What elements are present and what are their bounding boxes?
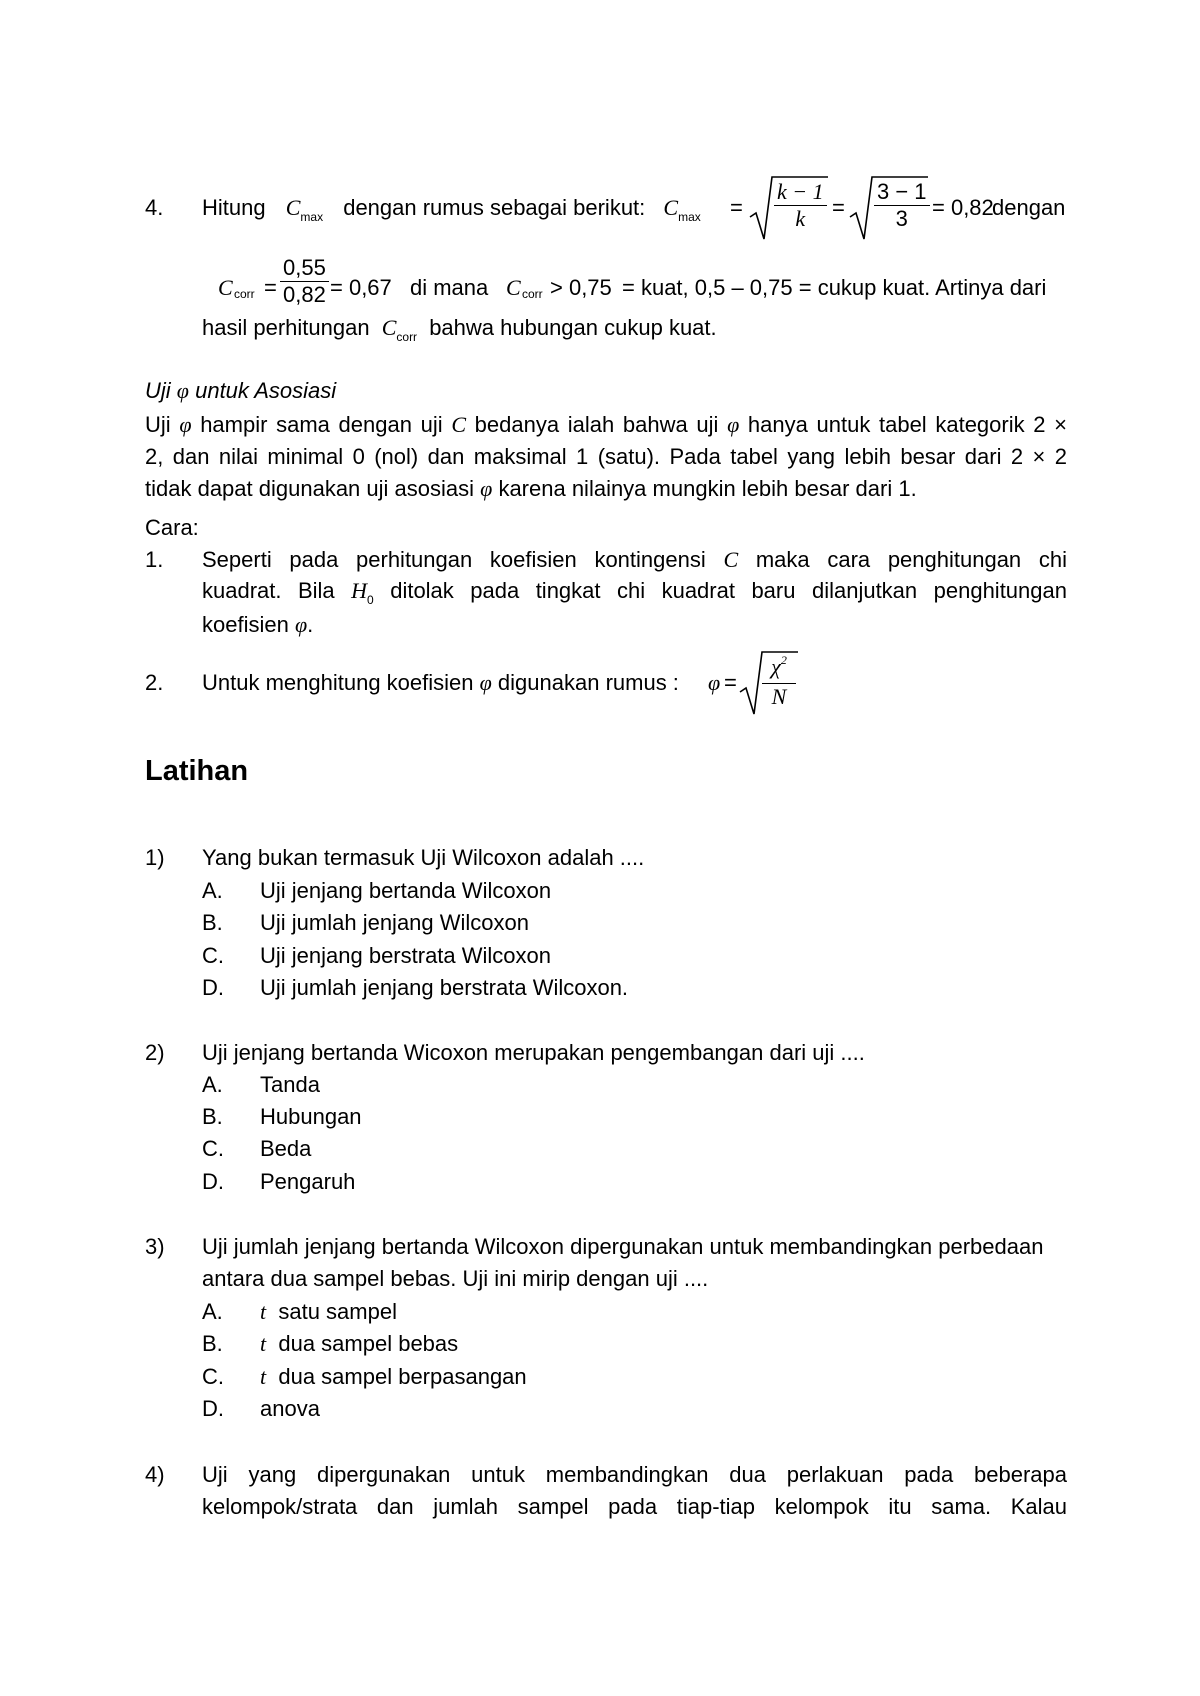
- option-label: D.: [202, 1169, 224, 1194]
- question-text: kelompok/strata dan jumlah sampel pada tiap-tiap kelompok itu sama. Kalau: [202, 1494, 1067, 1519]
- section-heading: Latihan: [145, 755, 249, 787]
- section-title: Uji φ untuk Asosiasi: [145, 378, 337, 403]
- question-text: Uji yang dipergunakan untuk membandingkan dua perlakuan pada beberapa: [202, 1462, 1067, 1487]
- item-number: 4.: [145, 195, 164, 220]
- question-text: Yang bukan termasuk Uji Wilcoxon adalah ....: [202, 845, 645, 870]
- option-text: Tanda: [260, 1072, 320, 1097]
- item4-line2: C corr = $\frac{0,55}{0,82}$ = 0,67 di mana C corr > 0,75 = kuat, 0,5 – 0,75 = cukup kuat. Artinya dari: [218, 255, 1047, 307]
- option-text: Uji jenjang berstrata Wilcoxon: [260, 943, 552, 968]
- step-number: 1.: [145, 547, 164, 572]
- step-line: Untuk menghitung koefisien φ digunakan rumus :: [202, 670, 679, 695]
- option-text: Beda: [260, 1136, 312, 1161]
- option-text: Uji jenjang bertanda Wilcoxon: [260, 878, 552, 903]
- item4-line3: hasil perhitungan $C_{corr}$ bahwa hubungan cukup kuat.: [202, 315, 717, 344]
- option-text: Uji jumlah jenjang berstrata Wilcoxon.: [260, 975, 629, 1000]
- option-label: D.: [202, 975, 224, 1000]
- question-number: 1): [145, 845, 165, 870]
- option-text: Hubungan: [260, 1104, 362, 1129]
- option-text: t satu sampel: [260, 1299, 397, 1324]
- option-text: anova: [260, 1396, 320, 1421]
- option-label: B.: [202, 1104, 223, 1129]
- option-text: t dua sampel berpasangan: [260, 1364, 527, 1389]
- cara-label: Cara:: [145, 515, 199, 540]
- option-label: D.: [202, 1396, 224, 1421]
- option-label: B.: [202, 1331, 223, 1356]
- question-number: 3): [145, 1234, 165, 1259]
- step-line: koefisien φ.: [202, 612, 314, 637]
- document-page: 4. Hitung $C_{max}$ dengan rumus sebagai berikut: $C_{max}$ = $\frac{k - 1}{k}$ = $\frac{3 - 1}{3}$ = 0,82 dengan C corr = $\frac{0,55}{0,82}$ = 0,67 di mana C corr > 0,75 = kuat, 0,5 – 0,75 = cukup kuat. Artinya dari hasil perhitungan $C_{corr}$ bahwa hubungan cukup kuat. Uji φ untuk Asosiasi Uji φ hampir sama dengan uji C bedanya ialah bahwa uji φ hanya untuk tabel kategorik 2 × 2, dan nilai minimal 0 (nol) dan maksimal 1 (satu). Pada tabel yang lebih besar dari 2 × 2 tidak dapat digunakan uji asosiasi φ karena nilainya mungkin lebih besar dari 1. Cara: 1. Seperti pada perhitungan koefisien kontingensi C maka cara penghitungan chi kuadrat. Bila $H_0$ ditolak pada tingkat chi kuadrat baru dilanjutkan penghitungan koefisien φ. 2. Untuk menghitung koefisien φ digunakan rumus : φ = $\frac{\chi^2}{N}$ Latihan 1) Yang bukan termasuk Uji Wilcoxon adalah .... A. Uji jenjang bertanda Wilcoxon B. Uji jumlah jenjang Wilcoxon C. Uji jenjang berstrata Wilcoxon D. Uji jumlah jenjang berstrata Wilcoxon. 2) Uji jenjang bertanda Wicoxon merupakan pengembangan dari uji .... A. Tanda B. Hubungan C. Beda D. Pengaruh 3) Uji jumlah jenjang bertanda Wilcoxon dipergunakan untuk membandingkan perbedaan antara dua sampel bebas. Uji ini mirip dengan uji .... A. t satu sampel B. t dua sampel bebas C. t dua sampel berpasangan D. anova 4) Uji yang dipergunakan untuk membandingkan dua perlakuan pada beberapa kelompok/strata dan jumlah sampel pada tiap-tiap kelompok itu sama. Kalau: [0, 0, 1200, 1696]
- option-label: A.: [202, 1299, 223, 1324]
- option-label: C.: [202, 1364, 224, 1389]
- option-label: C.: [202, 1136, 224, 1161]
- step-number: 2.: [145, 670, 164, 695]
- question-number: 2): [145, 1040, 165, 1065]
- option-label: A.: [202, 878, 223, 903]
- option-text: Pengaruh: [260, 1169, 356, 1194]
- option-label: B.: [202, 910, 223, 935]
- option-label: C.: [202, 943, 224, 968]
- question-text: antara dua sampel bebas. Uji ini mirip dengan uji ....: [202, 1266, 709, 1291]
- paragraph-line: Uji φ hampir sama dengan uji C bedanya ialah bahwa uji φ hanya untuk tabel kategorik 2 ×: [145, 412, 1068, 437]
- question-text: Uji jumlah jenjang bertanda Wilcoxon dipergunakan untuk membandingkan perbedaan: [202, 1234, 1044, 1259]
- option-text: Uji jumlah jenjang Wilcoxon: [260, 910, 530, 935]
- option-text: t dua sampel bebas: [260, 1331, 459, 1356]
- paragraph-line: tidak dapat digunakan uji asosiasi φ karena nilainya mungkin lebih besar dari 1.: [145, 476, 917, 501]
- step-line: kuadrat. Bila $H_0$ ditolak pada tingkat chi kuadrat baru dilanjutkan penghitungan: [202, 578, 1067, 607]
- paragraph-line: 2, dan nilai minimal 0 (nol) dan maksimal 1 (satu). Pada tabel yang lebih besar dari 2 × 2: [145, 444, 1067, 469]
- question-number: 4): [145, 1462, 165, 1487]
- item4-line1: Hitung $C_{max}$ dengan rumus sebagai berikut: $C_{max}$: [202, 195, 701, 224]
- question-text: Uji jenjang bertanda Wicoxon merupakan pengembangan dari uji ....: [202, 1040, 865, 1065]
- step-line: Seperti pada perhitungan koefisien kontingensi C maka cara penghitungan chi: [202, 547, 1067, 572]
- option-label: A.: [202, 1072, 223, 1097]
